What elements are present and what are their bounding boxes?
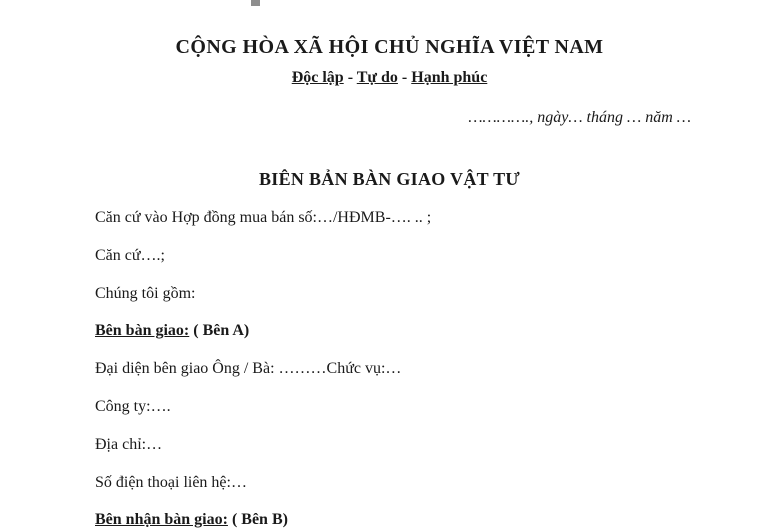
date-place-line: …………., ngày… tháng … năm … bbox=[468, 109, 691, 126]
handover-party-value: ( Bên A) bbox=[189, 322, 250, 340]
party-a-representative: Đại diện bên giao Ông / Bà: ………Chức vụ:… bbox=[95, 360, 402, 378]
document-body bbox=[40, 0, 739, 531]
paragraph-basis-contract: Căn cứ vào Hợp đồng mua bán số:…/HĐMB-…. .. ; bbox=[95, 209, 432, 226]
party-a-company: Công ty:…. bbox=[95, 397, 171, 415]
page-title: BIÊN BẢN BÀN GIAO VẬT TƯ bbox=[258, 169, 521, 189]
party-a-address: Địa chỉ:… bbox=[95, 435, 163, 453]
motto-happiness: Hạnh phúc bbox=[411, 69, 488, 86]
page-top-marker bbox=[251, 0, 260, 6]
handover-party-label: Bên bàn giao: bbox=[95, 322, 190, 340]
receiving-party-value: ( Bên B) bbox=[227, 511, 288, 529]
national-title: CỘNG HÒA XÃ HỘI CHỦ NGHĨA VIỆT NAM bbox=[175, 36, 604, 58]
motto-freedom: Tự do bbox=[356, 69, 398, 86]
motto-separator-1: - bbox=[343, 69, 357, 86]
motto-independence: Độc lập bbox=[291, 69, 344, 86]
receiving-party-heading bbox=[40, 510, 739, 531]
party-a-phone: Số điện thoại liên hệ:… bbox=[95, 473, 247, 491]
motto-separator-2: - bbox=[397, 69, 412, 86]
paragraph-basis-other: Căn cứ….; bbox=[95, 246, 165, 264]
handover-party-heading bbox=[40, 321, 739, 342]
national-motto bbox=[40, 69, 739, 87]
paragraph-we-include: Chúng tôi gồm: bbox=[95, 284, 196, 302]
receiving-party-label: Bên nhận bàn giao: bbox=[95, 511, 228, 529]
